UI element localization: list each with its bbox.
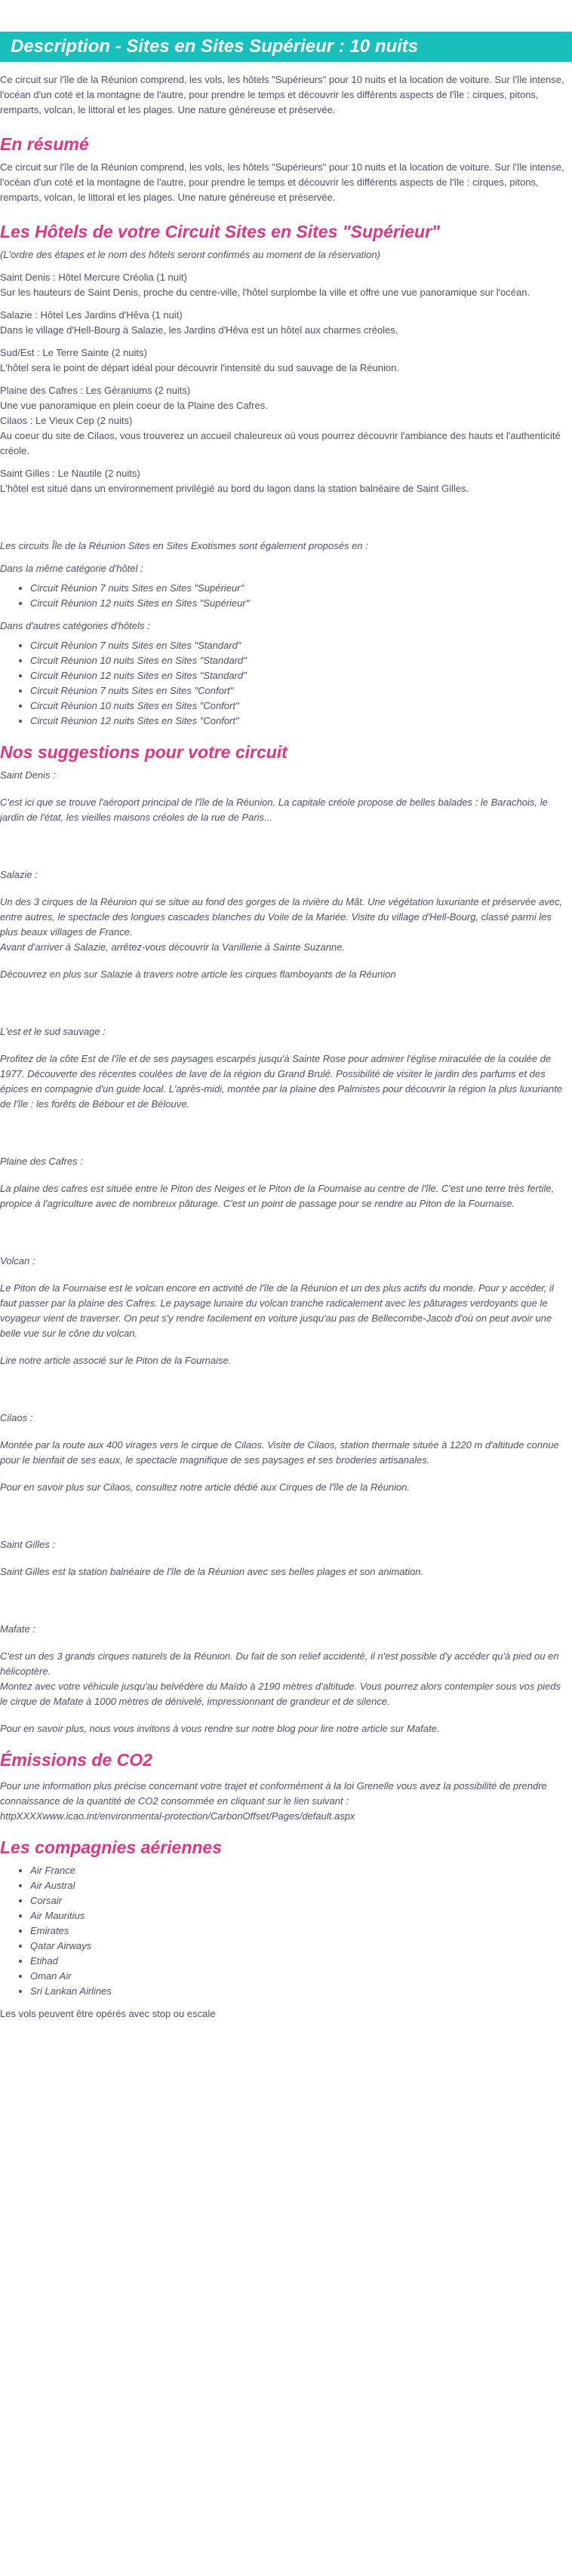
hotel-stdenis-text: Sur les hauteurs de Saint Denis, proche du centre-ville, l'hôtel surplombe la ville et offre une vue panoramique sur l'océan. <box>0 287 530 298</box>
circuit-link[interactable]: • Circuit Réunion 7 nuits Sites en Sites "Supérieur" <box>30 581 570 596</box>
suggestion-volcan-link[interactable]: Lire notre article associé sur le Piton de la Fournaise. <box>0 1355 232 1366</box>
airline-item: • Sri Lankan Airlines <box>30 1984 570 1999</box>
section-title-airlines: Les compagnies aériennes <box>0 1838 223 1857</box>
suggestion-cilaos-label: Cilaos : <box>0 1412 33 1423</box>
section-title-suggestions: Nos suggestions pour votre circuit <box>0 742 288 762</box>
suggestion-cilaos-text: Montée par la route aux 400 virages vers le cirque de Cilaos. Visite de Cilaos, station thermale située à 1220 m d'altitude connue pour le bienfait de ses eaux, le spectacle magnifique de ses paysages et ses broderies artisanales. <box>0 1439 559 1466</box>
title-banner <box>0 32 572 62</box>
suggestion-stdenis-label: Saint Denis : <box>0 769 56 781</box>
hotel-stdenis-title: Saint Denis : Hôtel Mercure Créolia (1 nuit) <box>0 272 187 283</box>
suggestion-est-text: Profitez de la côte Est de l'île et de ses paysages escarpés jusqu'à Sainte Rose pour admirer l'église miraculée de la coulée de 1977. Découverte des récentes coulées de lave de la région du Grand Brulé. Possibilité de visiter le jardin des parfums et des épices en compagnie d'un guide local. L'après-midi, montée par la plaine des Palmistes pour découvrir la région la plus luxuriante de l'île : les forêts de Bébour et de Bélouve. <box>0 1053 562 1110</box>
circuit-link[interactable]: • Circuit Réunion 12 nuits Sites en Sites "Confort" <box>30 714 570 729</box>
suggestion-salazie-link[interactable]: Découvrez en plus sur Salazie à travers notre article les cirques flamboyants de la Réunion <box>0 969 396 980</box>
circuit-link[interactable]: • Circuit Réunion 10 nuits Sites en Sites "Confort" <box>30 698 570 714</box>
airline-item: • Air Austral <box>30 1878 570 1893</box>
page-title: Description - Sites en Sites Supérieur : 10 nuits <box>11 36 419 57</box>
hotel-salazie-title: Salazie : Hôtel Les Jardins d'Hêva (1 nuit) <box>0 309 183 321</box>
circuits-intro: Les circuits Île de la Réunion Sites en Sites Exotismes sont également proposés en : <box>0 540 368 551</box>
suggestion-salazie-text: Un des 3 cirques de la Réunion qui se situe au fond des gorges de la rivière du Mât. Une végétation luxuriante et préservée avec, entre autres, le spectacle des longues cascades blanches du Voile de la Mariée. Visite du village d'Hell-Bourg, classé parmi les plus beaux villages de France. <box>0 896 563 938</box>
co2-text: Pour une information plus précise concernant votre trajet et conformément à la loi Grenelle vous avez la possibilité de prendre connaissance de la quantité de CO2 consommée en cliquant sur le lien suivant : <box>0 1780 547 1807</box>
hotel-salazie-text: Dans le village d'Hell-Bourg à Salazie, les Jardins d'Hêva est un hôtel aux charmes créoles. <box>0 324 398 336</box>
co2-link[interactable]: httpXXXXwww.icao.int/environmental-protection/CarbonOffset/Pages/default.aspx <box>0 1810 355 1822</box>
circuits-other-label: Dans d'autres catégories d'hôtels : <box>0 620 150 631</box>
airline-item: • Air Mauritius <box>30 1908 570 1924</box>
suggestion-cafres-text: La plaine des cafres est située entre le Piton des Neiges et le Piton de la Fournaise au centre de l'île. C'est une terre très fertile, propice à l'agriculture avec de nombreux pâturage. C'est un point de passage pour se rendre au Piton de la Fournaise. <box>0 1183 555 1209</box>
suggestion-volcan-text: Le Piton de la Fournaise est le volcan encore en activité de l'île de la Réunion et un des plus actifs du monde. Pour y accéder, il faut passer par la plaine des Cafres. Le paysage lunaire du volcan tranche radicalement avec les pâturages verdoyants que le voyageur vient de traverser. On peut s'y rendre facilement en voiture jusqu'au pas de Bellecombe-Jacob d'où on peut avoir une belle vue sur le cône du volcan. <box>0 1282 554 1339</box>
circuit-link[interactable]: • Circuit Réunion 7 nuits Sites en Sites "Confort" <box>30 683 570 698</box>
circuit-link[interactable]: • Circuit Réunion 10 nuits Sites en Sites "Standard" <box>30 653 570 668</box>
suggestion-mafate-text: Montez avec votre véhicule jusqu'au belvédère du Maïdo à 2190 mètres d'altitude. Vous pourrez alors contempler sous vos pieds le cirque de Mafate à 1000 mètres de dénivelé, impressionnant de grandeur et de silence. <box>0 1681 561 1707</box>
hotel-stgilles-title: Saint Gilles : Le Nautile (2 nuits) <box>0 468 140 479</box>
airline-item: • Qatar Airways <box>30 1939 570 1954</box>
hotel-cilaos-title: Cilaos : Le Vieux Cep (2 nuits) <box>0 415 133 426</box>
suggestion-stgilles-label: Saint Gilles : <box>0 1539 55 1550</box>
section-title-co2: Émissions de CO2 <box>0 1750 152 1770</box>
hotel-sudest-title: Sud/Est : Le Terre Sainte (2 nuits) <box>0 347 147 358</box>
section-title-resume: En résumé <box>0 134 89 154</box>
airlines-note: Les vols peuvent être opérés avec stop ou escale <box>0 2008 216 2019</box>
suggestion-volcan-label: Volcan : <box>0 1255 35 1267</box>
airline-item: • Etihad <box>30 1954 570 1969</box>
airline-item: • Oman Air <box>30 1969 570 1984</box>
airline-item: • Corsair <box>30 1893 570 1908</box>
hotel-cilaos-text: Au coeur du site de Cilaos, vous trouverez un accueil chaleureux où vous pourrez découvrir l'ambiance des hauts et l'authenticité créole. <box>0 430 561 456</box>
hotel-cafres-text: Une vue panoramique en plein coeur de la Plaine des Cafres. <box>0 400 268 411</box>
suggestion-salazie-text: Avant d'arriver à Salazie, arrêtez-vous découvrir la Vanillerie à Sainte Suzanne. <box>0 941 345 953</box>
circuits-other-list <box>0 638 570 729</box>
suggestion-stgilles-text: Saint Gilles est la station balnéaire de l'île de la Réunion avec ses belles plages et son animation. <box>0 1566 424 1577</box>
hotel-cafres-title: Plaine des Cafres : Les Géraniums (2 nuits) <box>0 385 191 396</box>
suggestion-cafres-label: Plaine des Cafres : <box>0 1156 83 1167</box>
suggestion-mafate-text: C'est un des 3 grands cirques naturels de la Réunion. Du fait de son relief accidenté, il n'est possible d'y accéder qu'à pied ou en hélicoptère. <box>0 1650 559 1677</box>
circuit-link[interactable]: • Circuit Réunion 12 nuits Sites en Sites "Supérieur" <box>30 596 570 611</box>
hotels-note: (L'ordre des étapes et le nom des hôtels seront confirmés au moment de la réservation) <box>0 249 380 260</box>
main-content <box>0 72 572 2022</box>
section-title-hotels: Les Hôtels de votre Circuit Sites en Sites "Supérieur" <box>0 222 440 241</box>
airline-item: • Emirates <box>30 1924 570 1939</box>
resume-text: Ce circuit sur l'île de la Réunion comprend, les vols, les hôtels "Supérieurs" pour 10 nuits et la location de voiture. Sur l'île intense, l'océan d'un coté et la montagne de l'autre, pour prendre le temps et découvrir les différents aspects de l'île : cirques, pitons, remparts, volcan, le littoral et les plages. Une nature généreuse et préservée. <box>0 161 564 203</box>
suggestion-cilaos-link[interactable]: Pour en savoir plus sur Cilaos, consultez notre article dédié aux Cirques de l'île de la Réunion. <box>0 1481 410 1493</box>
circuits-same-label: Dans la même catégorie d'hôtel : <box>0 563 143 574</box>
suggestion-salazie-label: Salazie : <box>0 869 38 880</box>
intro-text: Ce circuit sur l'île de la Réunion comprend, les vols, les hôtels "Supérieurs" pour 10 nuits et la location de voiture. Sur l'île intense, l'océan d'un coté et la montagne de l'autre, pour prendre le temps et découvrir les différents aspects de l'île : cirques, pitons, remparts, volcan, le littoral et les plages. Une nature généreuse et préservée. <box>0 74 564 115</box>
circuit-link[interactable]: • Circuit Réunion 7 nuits Sites en Sites "Standard" <box>30 638 570 653</box>
suggestion-est-label: L'est et le sud sauvage : <box>0 1026 106 1037</box>
circuit-link[interactable]: • Circuit Réunion 12 nuits Sites en Sites "Standard" <box>30 668 570 683</box>
hotel-stgilles-text: L'hôtel est situé dans un environnement privilégié au bord du lagon dans la station balnéaire de Saint Gilles. <box>0 483 469 494</box>
hotel-sudest-text: L'hôtel sera le point de départ idéal pour découvrir l'intensité du sud sauvage de la Réunion. <box>0 362 399 373</box>
airline-item: • Air France <box>30 1863 570 1878</box>
suggestion-stdenis-text: C'est ici que se trouve l'aéroport principal de l'île de la Réunion. La capitale créole propose de belles balades : le Barachois, le jardin de l'état, les vieilles maisons créoles de la rue de Paris... <box>0 797 548 823</box>
suggestion-mafate-label: Mafate : <box>0 1623 35 1635</box>
suggestion-mafate-link[interactable]: Pour en savoir plus, nous vous invitons à vous rendre sur notre blog pour lire notre article sur Mafate. <box>0 1723 440 1734</box>
circuits-same-list <box>0 581 570 611</box>
airlines-list <box>0 1863 570 1999</box>
